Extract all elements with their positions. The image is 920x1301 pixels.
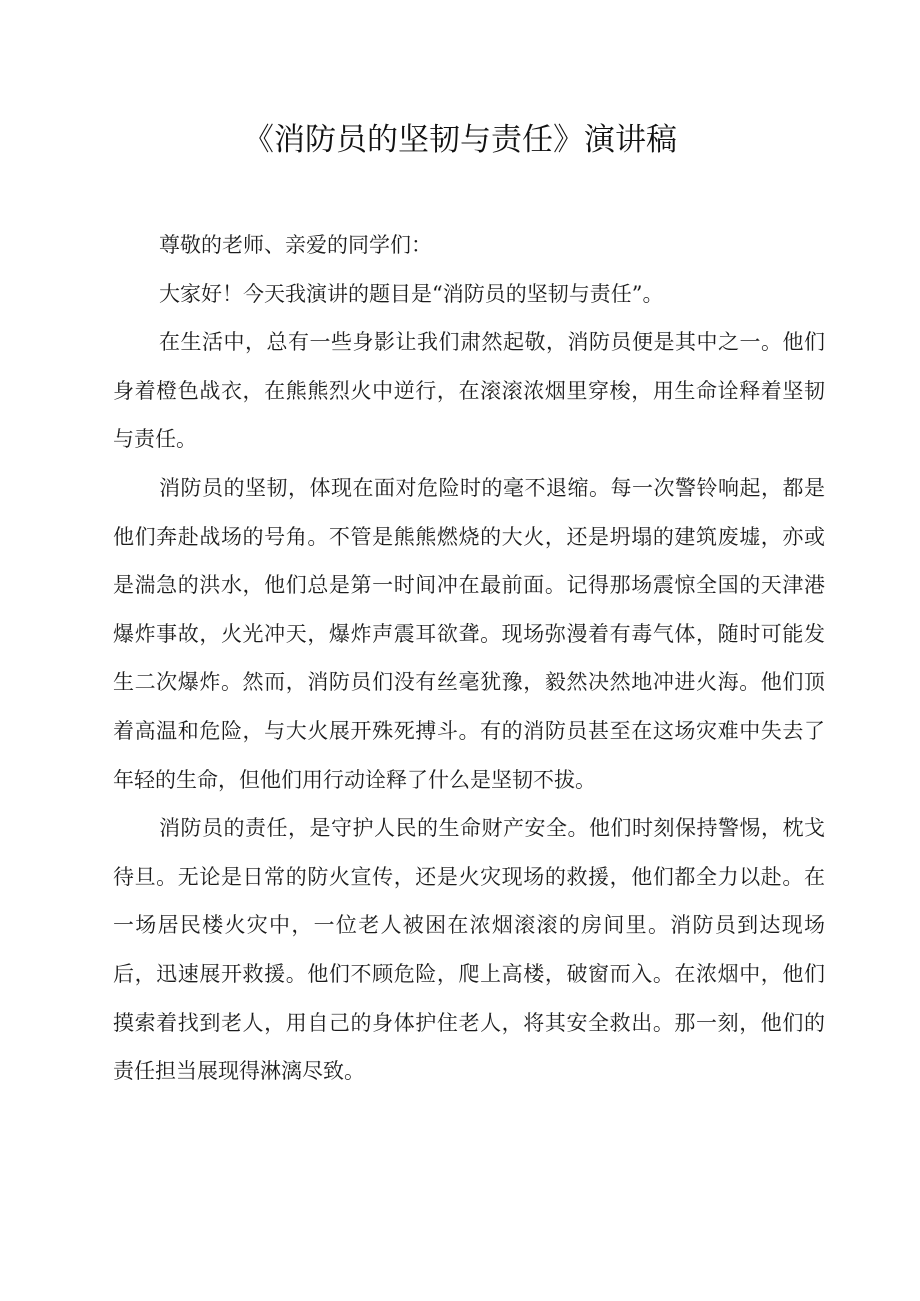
greeting-paragraph: 大家好！今天我演讲的题目是“消防员的坚韧与责任”。 [159, 281, 664, 306]
document-title: 《消防员的坚韧与责任》演讲稿 [243, 122, 677, 158]
resilience-paragraph: 消防员的坚韧，体现在面对危险时的毫不退缩。每一次警铃响起，都是他们奔赴战场的号角。不管是熊熊燃烧的大火，还是坍塌的建筑废墟，亦或是湍急的洪水，他们总是第一时间冲在最前面。记得那场震惊全国的天津港爆炸事故，火光冲天，爆炸声震耳欲聋。现场弥漫着有毒气体，随时可能发生二次爆炸。然而，消防员们没有丝毫犹豫，毅然决然地冲进火海。他们顶着高温和危险，与大火展开殊死搏斗。有的消防员甚至在这场灾难中失去了年轻的生命，但他们用行动诠释了什么是坚韧不拔。 [113, 475, 825, 792]
speech-body [113, 221, 825, 1096]
responsibility-paragraph: 消防员的责任，是守护人民的生命财产安全。他们时刻保持警惕，枕戈待旦。无论是日常的防火宣传，还是火灾现场的救援，他们都全力以赴。在一场居民楼火灾中，一位老人被困在浓烟滚滚的房间里。消防员到达现场后，迅速展开救援。他们不顾危险，爬上高楼，破窗而入。在浓烟中，他们摸索着找到老人，用自己的身体护住老人，将其安全救出。那一刻，他们的责任担当展现得淋漓尽致。 [113, 816, 825, 1084]
intro-paragraph: 在生活中，总有一些身影让我们肃然起敬，消防员便是其中之一。他们身着橙色战衣，在熊熊烈火中逆行，在滚滚浓烟里穿梭，用生命诠释着坚韧与责任。 [113, 330, 825, 452]
salutation-paragraph: 尊敬的老师、亲爱的同学们： [159, 233, 432, 257]
